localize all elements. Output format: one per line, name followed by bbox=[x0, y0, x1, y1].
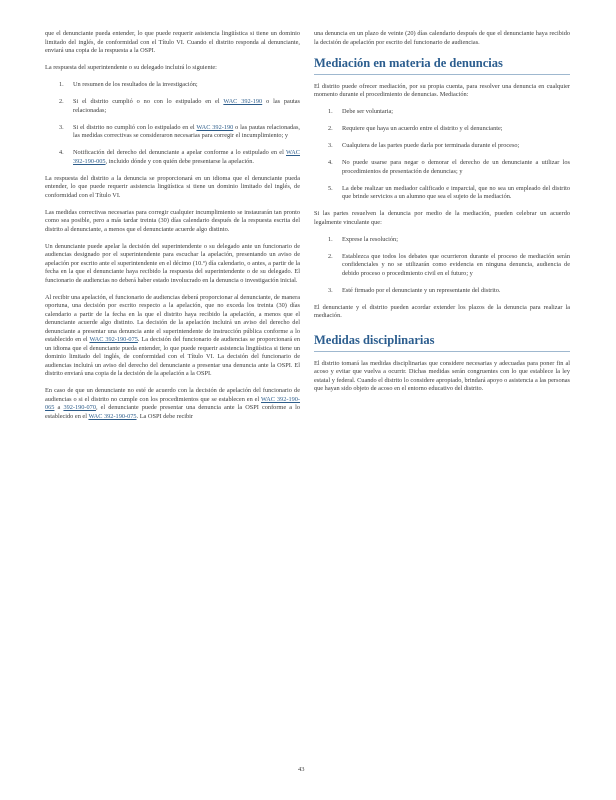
paragraph-mediation-intro: El distrito puede ofrecer mediación, por su propia cuenta, para resolver una denuncia en cualquier momento durante el procedimiento de denuncias. Mediación: bbox=[314, 82, 570, 98]
list-item bbox=[314, 185, 570, 202]
paragraph-response-language-2: La respuesta del distrito a la denuncia se proporcionará en un idioma que el denunciante pueda entender, lo que puede requerir asistencia lingüística si tiene un dominio limitado del inglés, de conformidad con el Título VI. bbox=[45, 174, 300, 199]
list-text: No puede usarse para negar o demorar el derecho de un denunciante a utilizar los procedimientos de presentación de denuncias; y bbox=[342, 159, 570, 175]
heading-mediation: Mediación en materia de denuncias bbox=[314, 55, 503, 70]
left-column bbox=[45, 30, 300, 430]
list-item bbox=[45, 149, 300, 166]
list-number: 2. bbox=[328, 252, 333, 260]
wac-link[interactable]: 392-190-070 bbox=[63, 404, 96, 411]
list-number: 4. bbox=[328, 159, 333, 166]
text-segment: a bbox=[57, 404, 61, 411]
text-segment: Al recibir una apelación, el funcionario de audiencias deberá proporcionar al denunciante, de manera oportuna, una decisión por escrito respecto a la apelación, que no exceda los treinta (30) días calendario a partir de la fecha en la que el distrito haya recibido la apelación, a menos que el denunciante acuerde algo distinto. La decisión de la apelación incluirá un aviso del derecho del denunciante a presentar una denuncia ante el superintendente de instrucción pública conforme a lo establecido en el bbox=[45, 293, 300, 343]
list-number: 2. bbox=[59, 98, 64, 105]
wac-link[interactable]: WAC 392-190-005 bbox=[73, 149, 300, 165]
list-item bbox=[45, 81, 300, 90]
text-segment: . La decisión del funcionario de audiencias se proporcionará en un idioma que el denunciante pueda entender, lo que puede requerir asistencia lingüística si tiene un dominio limitado del inglés, de conformidad con el Título VI. La decisión del funcionario de audiencias incluirá un aviso del derecho del denunciante a presentar una denuncia ante la OSPI. El distrito enviará una copia de la decisión de la apelación a la OSPI. bbox=[45, 336, 300, 377]
list-item bbox=[314, 236, 570, 245]
response-items-list bbox=[45, 81, 300, 166]
paragraph-extend-deadlines: El denunciante y el distrito pueden acordar extender los plazos de la denuncia para realizar la mediación. bbox=[314, 303, 570, 319]
list-number: 1. bbox=[59, 81, 64, 88]
list-number: 5. bbox=[328, 184, 333, 192]
list-text: Notificación del derecho del denunciante a apelar conforme a lo estipulado en el bbox=[73, 149, 284, 156]
list-text: Exprese la resolución; bbox=[342, 235, 398, 243]
page-number: 43 bbox=[298, 766, 305, 773]
list-text: Debe ser voluntaria; bbox=[342, 108, 394, 115]
list-text: Establezca que todos los debates que ocurrieron durante el proceso de mediación serán confidenciales y no se utilizarán como evidencia en ninguna denuncia, audiencia de debido proceso o procedimiento civil en el futuro; y bbox=[342, 252, 570, 277]
list-number: 2. bbox=[328, 125, 333, 132]
list-item bbox=[314, 287, 570, 296]
right-column bbox=[314, 30, 570, 402]
list-number: 1. bbox=[328, 108, 333, 115]
list-item bbox=[45, 98, 300, 115]
list-text: Un resumen de los resultados de la investigación; bbox=[73, 81, 198, 88]
list-item bbox=[45, 124, 300, 141]
list-number: 1. bbox=[328, 235, 333, 243]
text-segment: En caso de que un denunciante no esté de acuerdo con la decisión de apelación del funcionario de audiencias o si el distrito no cumple con los procedimientos que se establecen en el bbox=[45, 387, 300, 403]
paragraph-appeal-decision bbox=[45, 294, 300, 379]
list-number: 3. bbox=[328, 142, 333, 149]
list-text: o las pautas relacionadas; bbox=[73, 98, 300, 114]
list-text: Si el distrito cumplió o no con lo estipulado en el bbox=[73, 98, 220, 105]
list-item bbox=[314, 142, 570, 151]
paragraph-disciplinary: El distrito tomará las medidas disciplinarias que considere necesarias y adecuadas para poner fin al acoso y evitar que vuelva a ocurrir. Dichas medidas serán congruentes con lo que establece la ley estatal y federal. Cuando el distrito lo considere apropiado, brindará apoyo o asistencia a las personas que hayan sido objeto de acoso en el entorno educativo del distrito. bbox=[314, 359, 570, 392]
paragraph-response-language: que el denunciante pueda entender, lo que puede requerir asistencia lingüística si tiene un dominio limitado del inglés, de conformidad con el Título VI. Cuando el distrito responda al denunciante, enviará una copia de la respuesta a la OSPI. bbox=[45, 30, 300, 54]
heading-divider bbox=[314, 351, 570, 352]
list-item bbox=[314, 159, 570, 176]
wac-link[interactable]: WAC 392-190 bbox=[223, 98, 263, 105]
wac-link[interactable]: WAC 392-190-075 bbox=[89, 336, 138, 343]
list-text: Requiere que haya un acuerdo entre el distrito y el denunciante; bbox=[342, 125, 503, 132]
list-text: o las pautas relacionadas, las medidas correctivas se consideraron necesarias para corregir el incumplimiento; y bbox=[73, 123, 300, 139]
text-segment: . La OSPI debe recibir bbox=[136, 412, 194, 420]
list-text: La debe realizar un mediador calificado e imparcial, que no sea un empleado del distrito que brinde servicios a un alumno que sea el sujeto de la mediación. bbox=[342, 184, 570, 200]
list-text: Si el distrito no cumplió con lo estipulado en el bbox=[73, 123, 195, 131]
heading-divider bbox=[314, 74, 570, 75]
wac-link[interactable]: WAC 392-190 bbox=[196, 123, 234, 131]
paragraph-response-intro: La respuesta del superintendente o su delegado incluirá lo siguiente: bbox=[45, 64, 217, 71]
paragraph-ospi-complaint bbox=[45, 387, 300, 421]
mediation-list bbox=[314, 108, 570, 202]
list-text: Cualquiera de las partes puede darla por terminada durante el proceso; bbox=[342, 142, 520, 149]
wac-link[interactable]: WAC 392-190-065 bbox=[45, 395, 300, 411]
heading-disciplinary: Medidas disciplinarias bbox=[314, 332, 435, 347]
list-item bbox=[314, 253, 570, 279]
list-item bbox=[314, 125, 570, 134]
agreement-list bbox=[314, 236, 570, 296]
paragraph-appeal: Un denunciante puede apelar la decisión del superintendente o su delegado ante un funcionario de audiencias designado por el superintendente para escuchar la apelación, presentando un aviso de apelación por escrito ante el superintendente en el décimo (10.º) día calendario, o antes, a partir de la fecha en la que el denunciante haya recibido la respuesta del superintendente o de su delegado. El funcionario de audiencias no deberá haber estado involucrado en la denuncia o investigación inicial. bbox=[45, 242, 300, 284]
list-number: 3. bbox=[59, 123, 64, 131]
wac-link[interactable]: WAC 392-190-075 bbox=[88, 412, 137, 420]
paragraph-agreement-intro: Si las partes resuelven la denuncia por medio de la mediación, pueden celebrar un acuerdo legalmente vinculante que: bbox=[314, 210, 570, 226]
paragraph-ospi-deadline: una denuncia en un plazo de veinte (20) días calendario después de que el denunciante haya recibido la decisión de apelación por escrito del funcionario de audiencias. bbox=[314, 30, 570, 46]
list-number: 4. bbox=[59, 149, 64, 156]
paragraph-corrective-measures: Las medidas correctivas necesarias para corregir cualquier incumplimiento se instaurarán tan pronto como sea posible, pero a más tardar treinta (30) días calendario después de la respuesta escrita del distrito al denunciante, a menos que el denunciante acuerde algo distinto. bbox=[45, 208, 300, 233]
list-number: 3. bbox=[328, 286, 333, 294]
list-text: , incluido dónde y con quién debe presentarse la apelación. bbox=[105, 157, 254, 165]
text-segment: , el denunciante puede presentar una denuncia ante la OSPI conforme a lo establecido en el bbox=[45, 404, 300, 420]
list-item bbox=[314, 108, 570, 117]
list-text: Esté firmado por el denunciante y un representante del distrito. bbox=[342, 286, 501, 294]
